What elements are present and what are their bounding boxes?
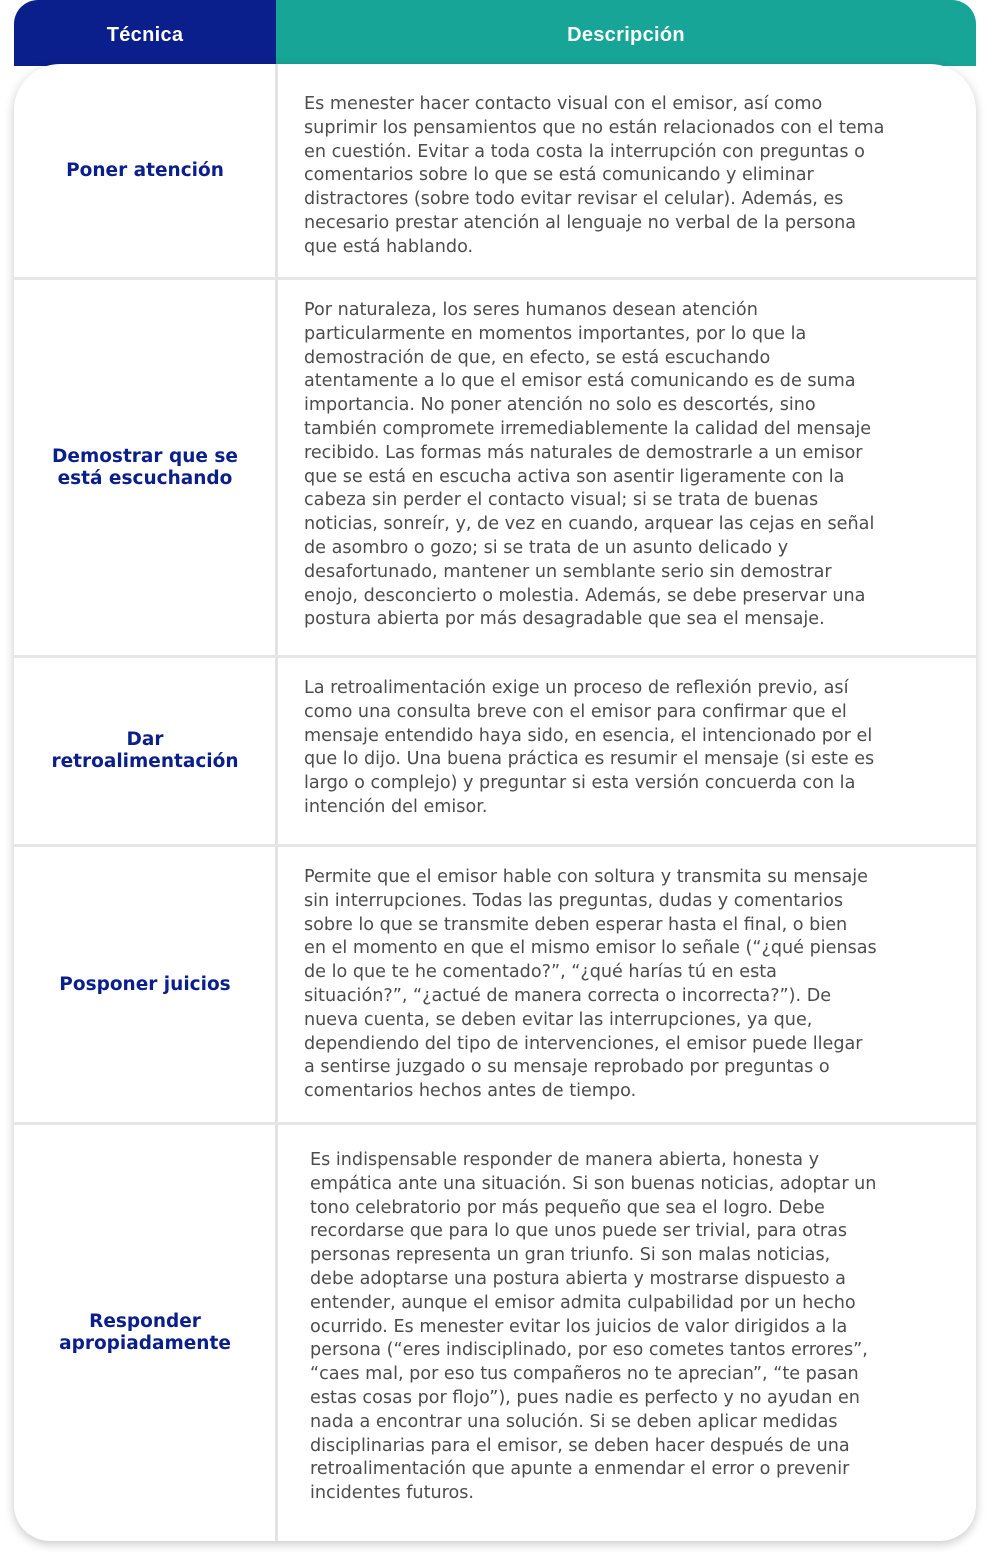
table-body [14, 64, 976, 1541]
table-row [14, 64, 976, 278]
header-tecnica [14, 0, 276, 66]
table-row [14, 658, 976, 844]
header-descripcion [276, 0, 976, 66]
technique-cell: Posponer juicios [59, 973, 231, 995]
technique-cell: Dar retroalimentación [51, 729, 239, 772]
description-cell: Es menester hacer contacto visual con el emisor, así como suprimir los pensamientos que no están relacionados con el tema en cuestión. Evitar a toda costa la interrupción con preguntas o comentarios sobre lo que se está comunicando y eliminar distractores (sobre todo evitar revisar el celular). Además, es necesario prestar atención al lenguaje no verbal de la persona que está hablando. [304, 94, 885, 257]
description-cell: Es indispensable responder de manera abierta, honesta y empática ante una situación. Si son buenas noticias, adoptar un tono celebratorio por más pequeño que sea el logro. Debe recordarse que para lo que unos puede ser trivial, para otras personas representa un gran triunfo. Si son malas noticias, debe adoptarse una postura abierta y mostrarse dispuesto a entender, aunque el emisor admita culpabilidad por un hecho ocurrido. Es menester evitar los juicios de valor dirigidos a la persona (“eres indisciplinado, por eso cometes tantos errores”, “caes mal, por eso tus compañeros no te aprecian”, “te pasan estas cosas por flojo”), pues nadie es perfecto y no ayudan en nada a encontrar una solución. Si se deben aplicar medidas disciplinarias para el emisor, se deben hacer después de una retroalimentación que apunte a enmendar el error o prevenir incidentes futuros. [310, 1150, 877, 1504]
header-tecnica-label: Técnica [106, 23, 184, 46]
technique-cell: Demostrar que se está escuchando [52, 445, 238, 489]
table-row [14, 280, 976, 655]
description-cell: Permite que el emisor hable con soltura y transmita su mensaje sin interrupciones. Todas las preguntas, dudas y comentarios sobre lo que se transmite deben esperar hasta el final, o bien en el momento en que el mismo emisor lo señale (“¿qué piensas de lo que te he comentado?”, “¿qué harías tú en esta situación?”, “¿actué de manera correcta o incorrecta?”). De nueva cuenta, se deben evitar las interrupciones, ya que, dependiendo del tipo de intervenciones, el emisor puede llegar a sentirse juzgado o su mensaje reprobado por preguntas o comentarios hechos antes de tiempo. [304, 867, 877, 1102]
table-row [14, 1125, 976, 1541]
header-descripcion-label: Descripción [567, 23, 685, 46]
technique-cell: Poner atención [66, 160, 224, 181]
description-cell: Por naturaleza, los seres humanos desean atención particularmente en momentos importantes, por lo que la demostración de que, en efecto, se está escuchando atentamente a lo que el emisor está comunicando es de suma importancia. No poner atención no solo es descortés, sino también compromete irremediablemente la calidad del mensaje recibido. Las formas más naturales de demostrarle a un emisor que se está en escucha activa son asentir ligeramente con la cabeza sin perder el contacto visual; si se trata de buenas noticias, sonreír, y, de vez en cuando, arquear las cejas en señal de asombro o gozo; si se trata de un asunto delicado y desafortunado, mantener un semblante serio sin demostrar enojo, desconcierto o molestia. Además, se debe preservar una postura abierta por más desagradable que sea el mensaje. [304, 300, 875, 630]
description-cell: La retroalimentación exige un proceso de reflexión previo, así como una consulta breve con el emisor para confirmar que el mensaje entendido haya sido, en esencia, el intencionado por el que lo dijo. Una buena práctica es resumir el mensaje (si este es largo o complejo) y preguntar si esta versión concuerda con la intención del emisor. [304, 678, 875, 817]
technique-cell: Responder apropiadamente [59, 1311, 231, 1354]
table-row [14, 847, 976, 1122]
